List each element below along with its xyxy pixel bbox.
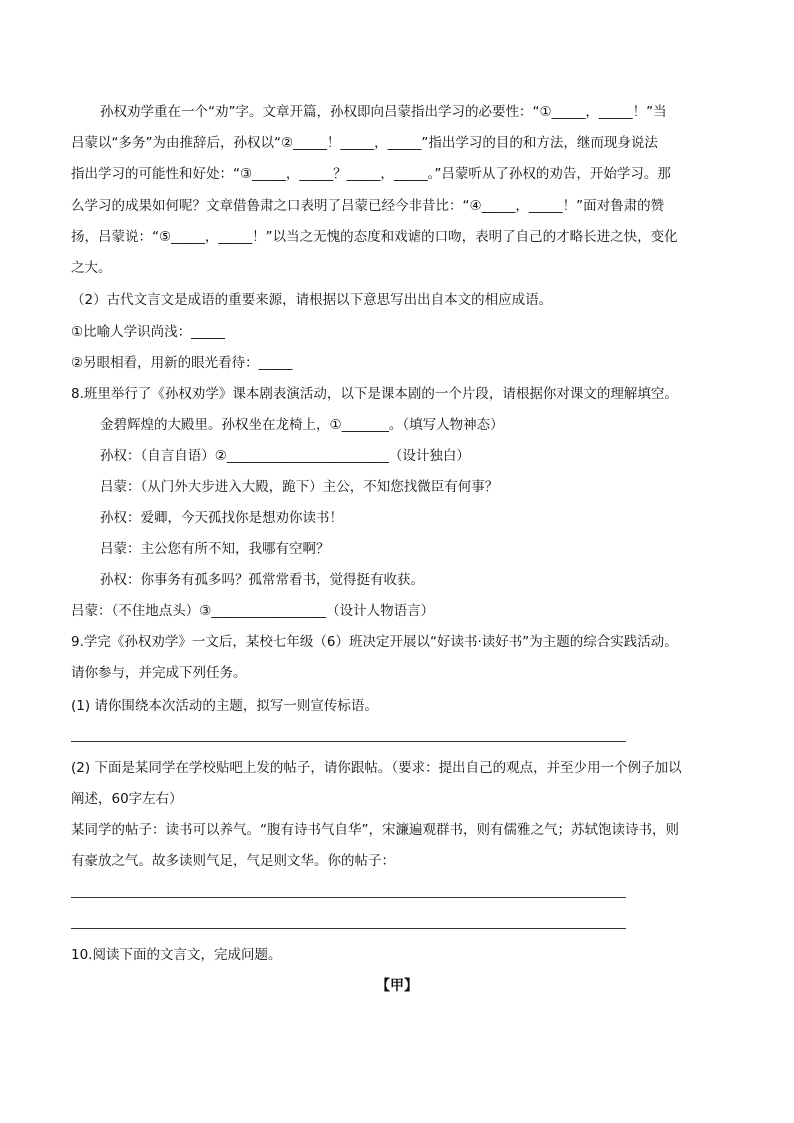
question-7-part-2: （2）古代文言文是成语的重要来源，请根据以下意思写出出自本文的相应成语。 bbox=[71, 292, 553, 308]
paragraph-line-5: 扬，吕蒙说：“⑤_____，_____！”以当之无愧的态度和戏谑的口吻，表明了自己的才略长进之快，变化 bbox=[71, 229, 678, 245]
script-line-7: 吕蒙：（不住地点头）③_________________（设计人物语言） bbox=[71, 603, 435, 619]
answer-line-slogan[interactable] bbox=[71, 741, 626, 742]
answer-line-post-2[interactable] bbox=[71, 928, 626, 929]
script-line-5: 吕蒙：主公您有所不知，我哪有空啊？ bbox=[100, 541, 330, 557]
question-9-part-1: (1) 请你围绕本次活动的主题，拟写一则宣传标语。 bbox=[71, 698, 378, 714]
question-10-stem: 10.阅读下面的文言文，完成问题。 bbox=[71, 947, 282, 963]
script-line-1: 金碧辉煌的大殿里。孙权坐在龙椅上，①_______。（填写人物神态） bbox=[100, 417, 504, 433]
idiom-item-2: ②另眼相看，用新的眼光看待：_____ bbox=[71, 355, 293, 371]
question-9-stem-line-1: 9.学完《孙权劝学》一文后，某校七年级（6）班决定开展以“好读书·读好书”为主题的综合实践活动。 bbox=[71, 634, 678, 650]
forum-post-line-2: 有豪放之气。故多读则气足，气足则文华。你的帖子： bbox=[71, 853, 395, 869]
paragraph-line-6: 之大。 bbox=[71, 260, 112, 276]
paragraph-line-4: 么学习的成果如何呢？文章借鲁肃之口表明了吕蒙已经今非昔比：“④_____，_____！”面对鲁肃的赞 bbox=[71, 198, 665, 214]
script-line-6: 孙权：你事务有孤多吗？孤常常看书，觉得挺有收获。 bbox=[100, 572, 424, 588]
script-line-3: 吕蒙：（从门外大步进入大殿，跪下）主公，不知您找微臣有何事？ bbox=[100, 479, 499, 495]
paragraph-line-1: 孙权劝学重在一个“劝”字。文章开篇，孙权即向吕蒙指出学习的必要性：“①_____，_____！”当 bbox=[100, 104, 667, 120]
forum-post-line-1: 某同学的帖子：读书可以养气。“腹有诗书气自华”，宋濂遍观群书，则有儒雅之气；苏轼饱读诗书，则 bbox=[71, 822, 679, 838]
paragraph-line-3: 指出学习的可能性和好处：“③_____，_____？_____，_____。”吕蒙听从了孙权的劝告，开始学习。那 bbox=[71, 166, 671, 182]
idiom-item-1: ①比喻人学识尚浅：_____ bbox=[71, 324, 225, 340]
question-9-part-2-line-2: 阐述，60字左右） bbox=[71, 791, 183, 807]
answer-line-post-1[interactable] bbox=[71, 897, 626, 898]
section-heading-jia: 【甲】 bbox=[376, 978, 418, 994]
paragraph-line-2: 吕蒙以“多务”为由推辞后，孙权以“②_____！_____，_____”指出学习的目的和方法，继而现身说法 bbox=[71, 135, 658, 151]
question-9-part-2-line-1: (2) 下面是某同学在学校贴吧上发的帖子，请你跟帖。（要求：提出自己的观点，并至少用一个例子加以 bbox=[71, 760, 682, 776]
question-8-stem: 8.班里举行了《孙权劝学》课本剧表演活动，以下是课本剧的一个片段，请根据你对课文的理解填空。 bbox=[71, 386, 678, 402]
script-line-4: 孙权：爱卿，今天孤找你是想劝你读书！ bbox=[100, 510, 343, 526]
question-9-stem-line-2: 请你参与，并完成下列任务。 bbox=[71, 665, 247, 681]
script-line-2: 孙权：（自言自语）②________________________（设计独白） bbox=[100, 448, 470, 464]
